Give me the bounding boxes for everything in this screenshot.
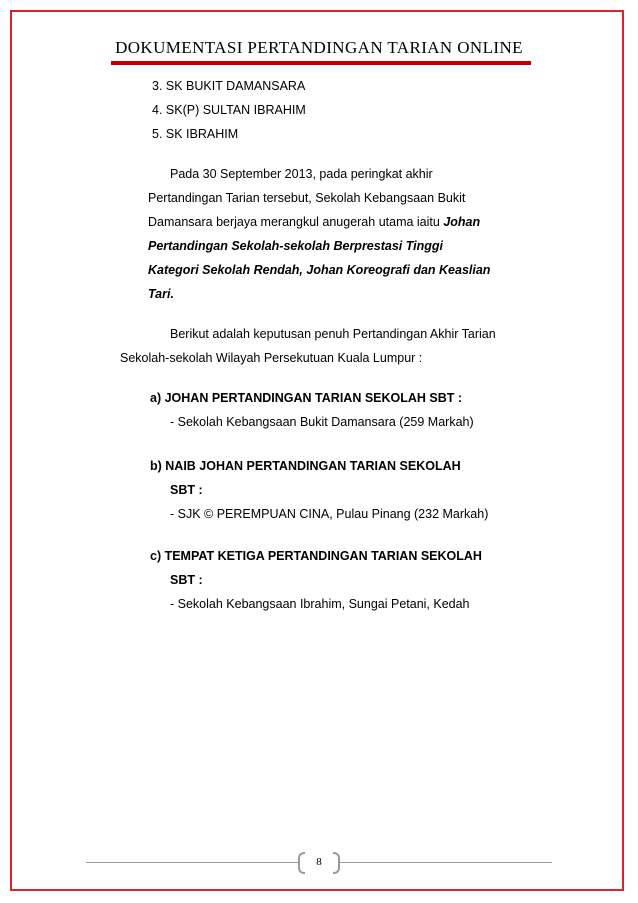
result-item-c: - Sekolah Kebangsaan Ibrahim, Sungai Petani, Kedah xyxy=(170,597,470,611)
page-header-title: DOKUMENTASI PERTANDINGAN TARIAN ONLINE xyxy=(115,38,523,57)
result-item-b: - SJK © PEREMPUAN CINA, Pulau Pinang (232 Markah) xyxy=(170,507,489,521)
page-border xyxy=(10,10,624,891)
result-heading-c-cont: SBT : xyxy=(170,573,203,587)
header-rule xyxy=(111,61,531,65)
award-emphasis-line: Tari. xyxy=(148,287,174,301)
award-emphasis-line: Kategori Sekolah Rendah, Johan Koreografi dan Keaslian xyxy=(148,263,491,277)
paragraph-line: Sekolah-sekolah Wilayah Persekutuan Kuala Lumpur : xyxy=(120,351,423,365)
paragraph-line xyxy=(148,214,480,230)
result-item-a: - Sekolah Kebangsaan Bukit Damansara (259 Markah) xyxy=(170,415,474,429)
paragraph-line: Berikut adalah keputusan penuh Pertandingan Akhir Tarian xyxy=(170,327,496,341)
page-number: 8 xyxy=(316,856,322,868)
paragraph-line: Pertandingan Tarian tersebut, Sekolah Kebangsaan Bukit xyxy=(148,191,466,205)
list-item: 3. SK BUKIT DAMANSARA xyxy=(152,79,306,93)
result-heading-a: a) JOHAN PERTANDINGAN TARIAN SEKOLAH SBT : xyxy=(150,391,463,405)
paragraph-text: Damansara berjaya merangkul anugerah utama iaitu xyxy=(148,215,444,229)
result-heading-c: c) TEMPAT KETIGA PERTANDINGAN TARIAN SEKOLAH xyxy=(150,549,482,563)
award-emphasis: Johan xyxy=(443,215,481,229)
result-heading-b-cont: SBT : xyxy=(170,483,203,497)
paragraph-line: Pada 30 September 2013, pada peringkat akhir xyxy=(170,167,433,181)
award-emphasis-line: Pertandingan Sekolah-sekolah Berprestasi Tinggi xyxy=(148,239,443,253)
list-item: 5. SK IBRAHIM xyxy=(152,127,239,141)
result-heading-b: b) NAIB JOHAN PERTANDINGAN TARIAN SEKOLAH xyxy=(150,459,461,473)
list-item: 4. SK(P) SULTAN IBRAHIM xyxy=(152,103,306,117)
